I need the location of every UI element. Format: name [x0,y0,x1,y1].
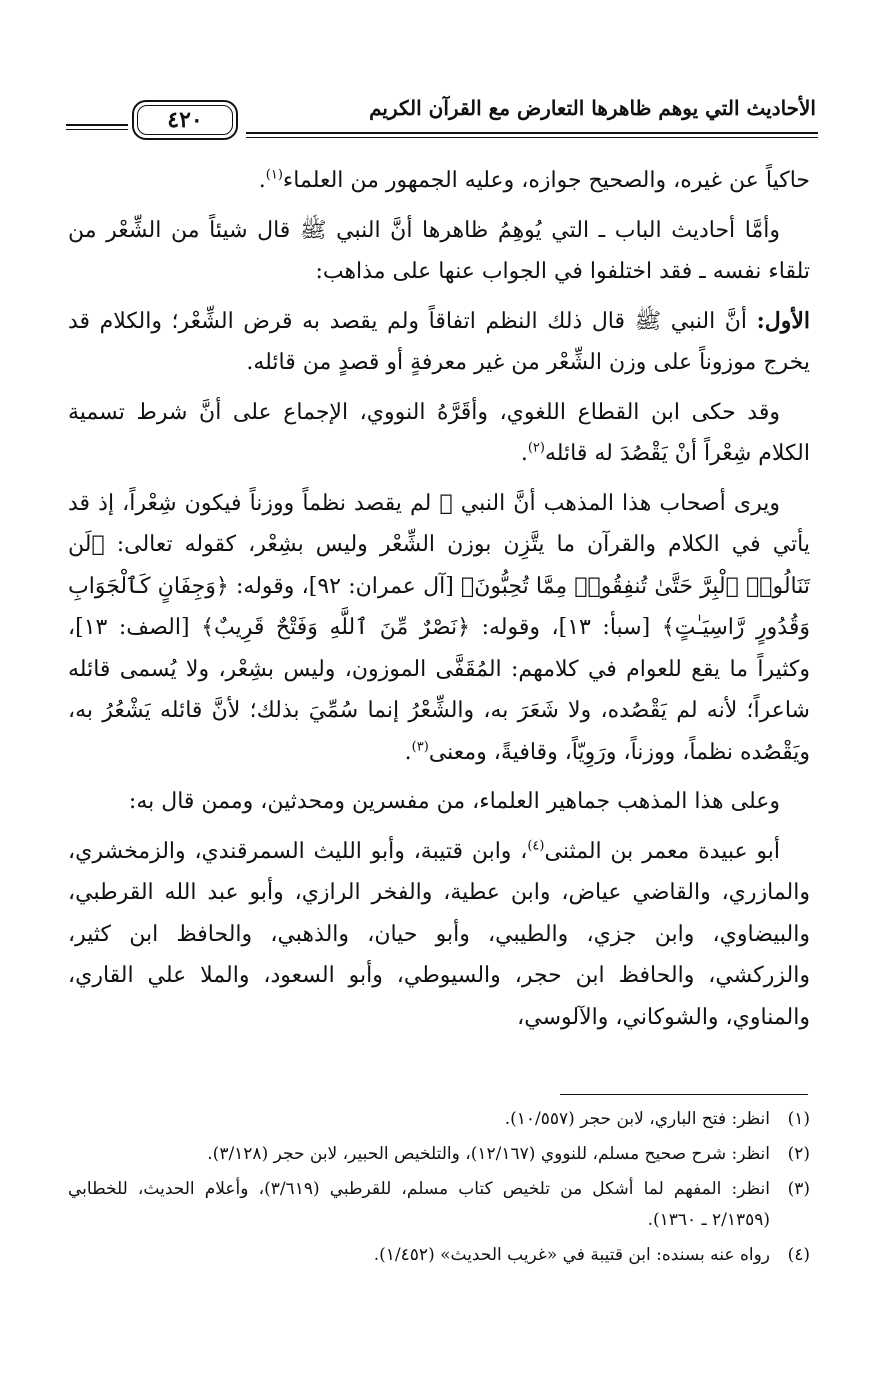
footnote-item [68,1139,810,1170]
footnote-number: (٤) [787,1245,810,1265]
footnote-ref: (٤) [527,838,545,854]
page-number-frame [132,100,238,140]
running-title: الأحاديث التي يوهم ظاهرها التعارض مع القرآن الكريم [369,96,816,120]
paragraph-text: ويرى أصحاب هذا المذهب أنَّ النبي ﷺ لم يقصد نظماً ووزناً فيكون شِعْراً، إذ قد يأتي في الكلام والقرآن ما يتَّزِن بوزن الشِّعْر وليس بشِعْر، كقوله تعالى: ﴿لَن تَنَالُوا۟ ٱلْبِرَّ حَتَّىٰ تُنفِقُوا۟ مِمَّا تُحِبُّونَ﴾ [آل عمران: ٩٢]، وقوله: ﴿وَجِفَانٍ كَٱلْجَوَابِ وَقُدُورٍ رَّاسِيَـٰتٍ﴾ [سبأ: ١٣]، وقوله: ﴿نَصْرٌ مِّنَ ٱللَّهِ وَفَتْحٌ قَرِيبٌ﴾ [الصف: ١٣]، وكثيراً ما يقع للعوام في كلامهم: المُقَفَّى الموزون، وليس بشِعْر، ولا يُسمى قائله شاعراً؛ لأنه لم يَقْصُده، ولا شَعَرَ به، والشِّعْرُ إنما سُمِّيَ بذلك؛ لأنَّ قائله يَشْعُرُ به، ويَقْصُده نظماً، ووزناً، ورَوِيّاً، وقافيةً، ومعنى [68,490,811,765]
paragraph-end: . [258,168,266,193]
paragraph-text: أنَّ النبي ﷺ قال ذلك النظم اتفاقاً ولم يقصد به قرض الشِّعْر؛ والكلام قد يخرج موزوناً على وزن الشِّعْر من غير معرفةٍ أو قصدٍ من قائله. [68,308,810,375]
footnote-separator [560,1094,808,1095]
footnote-item [68,1174,810,1236]
footnote-number: (٣) [787,1179,810,1199]
header-rule [246,132,818,138]
header-rule-left [66,124,128,130]
paragraph-3 [68,301,810,384]
paragraph-text: أبو عبيدة معمر بن المثنى [544,838,781,864]
footnote-text: رواه عنه بسنده: ابن قتيبة في «غريب الحديث» (١/٤٥٢). [373,1245,770,1265]
paragraph-text: ، وابن قتيبة، وأبو الليث السمرقندي، والزمخشري، والمازري، والقاضي عياض، وابن عطية، والفخر الرازي، وأبو عبد الله القرطبي، والبيضاوي، وابن جزي، والطيبي، وأبو حيان، والذهبي، والحافظ ابن كثير، والزركشي، والحافظ ابن حجر، والسيوطي، وأبو السعود، والملا علي القاري، والمناوي، والشوكاني، والآلوسي، [68,838,810,1030]
paragraph-2: وأمَّا أحاديث الباب ـ التي يُوهِمُ ظاهرها أنَّ النبي ﷺ قال شيئاً من الشِّعْر من تلقاء نفسه ـ فقد اختلفوا في الجواب عنها على مذاهب: [68,217,810,284]
footnote-number: (١) [787,1109,810,1129]
main-text [68,160,810,1046]
paragraph-4 [68,392,810,475]
paragraph-text: وقد حكى ابن القطاع اللغوي، وأقَرَّهُ النووي، الإجماع على أنَّ شرط تسمية الكلام شِعْراً أنْ يَقْصُدَ له قائله [68,399,810,466]
footnote-ref: (٣) [411,739,429,755]
footnote-item [68,1240,810,1271]
page-number: ٤٢٠ [167,107,203,133]
paragraph-end: . [520,441,528,466]
paragraph-1 [68,160,810,202]
page-header [66,92,818,144]
first-opinion-label: الأول: [756,307,810,334]
footnote-text: انظر: فتح الباري، لابن حجر (١٠/٥٥٧). [504,1109,770,1129]
footnote-text: انظر: شرح صحيح مسلم، للنووي (١٢/١٦٧)، والتلخيص الحبير، لابن حجر (٣/١٢٨). [207,1144,770,1164]
footnote-ref: (٢) [527,440,545,456]
paragraph-end: . [404,739,412,765]
footnotes [68,1104,810,1275]
footnote-item [68,1104,810,1135]
footnote-text: انظر: المفهم لما أشكل من تلخيص كتاب مسلم، للقرطبي (٣/٦١٩)، وأعلام الحديث، للخطابي (٢/١٣٥٩ ـ ١٣٦٠). [68,1179,771,1230]
paragraph-text: حاكياً عن غيره، والصحيح جوازه، وعليه الجمهور من العلماء [282,168,810,193]
paragraph-7 [68,831,810,1039]
footnote-ref: (١) [265,167,283,183]
paragraph-6: وعلى هذا المذهب جماهير العلماء، من مفسرين ومحدثين، وممن قال به: [128,789,780,814]
footnote-number: (٢) [787,1144,810,1164]
paragraph-5 [68,483,810,774]
